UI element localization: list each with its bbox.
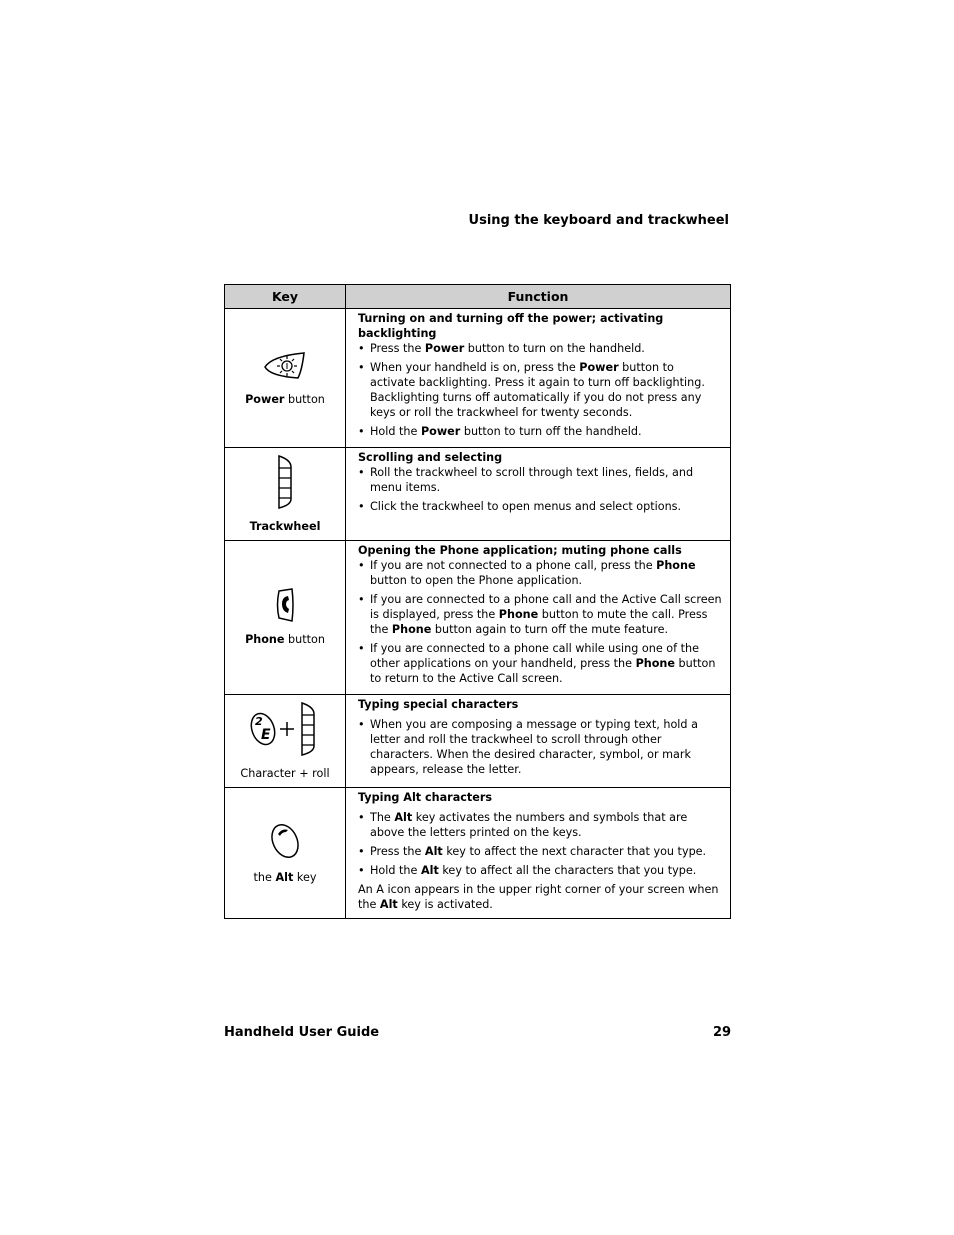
text-segment: When you are composing a message or typing text, hold a letter and roll the trackwheel to scroll through other characters. When the desired character, symbol, or mark appears, release the letter. (370, 718, 698, 776)
bullet-list (358, 558, 722, 686)
table-row (225, 788, 731, 919)
bullet-item (358, 424, 722, 439)
bold-term: Phone (245, 633, 285, 646)
bullet-list (358, 465, 722, 514)
text-segment: Press the (370, 342, 425, 355)
bullet-list (358, 341, 722, 439)
bullet-item (358, 341, 722, 356)
key-label (225, 632, 345, 647)
bullet-item (358, 465, 722, 495)
phone-button-icon (225, 588, 345, 626)
running-header: Using the keyboard and trackwheel (468, 213, 729, 228)
page-number: 29 (713, 1025, 732, 1040)
trackwheel-icon (225, 455, 345, 513)
key-cell (225, 788, 346, 919)
bold-term: Alt (379, 898, 398, 911)
bold-term: Power (424, 342, 465, 355)
bold-term: Alt (420, 864, 439, 877)
function-heading: Turning on and turning off the power; activating backlighting (358, 312, 664, 340)
text-segment: button (284, 392, 325, 406)
bullet-item (358, 810, 722, 840)
text-segment: Hold the (370, 864, 421, 877)
function-heading: Typing special characters (358, 698, 519, 711)
function-heading: Opening the Phone application; muting phone calls (358, 544, 682, 557)
function-note (358, 882, 722, 912)
text-segment: Click the trackwheel to open menus and select options. (370, 500, 682, 513)
bold-term: Alt (424, 845, 443, 858)
text-segment: The (370, 811, 395, 824)
text-segment: Character + roll (240, 766, 330, 780)
text-segment: button again to turn off the mute feature. (431, 623, 669, 636)
bullet-item (358, 558, 722, 588)
bullet-list (358, 717, 722, 777)
column-header-key: Key (225, 285, 346, 309)
table-row (225, 695, 731, 788)
text-segment: If you are connected to a phone call and the Active Call screen is displayed, press the (370, 593, 722, 621)
text-segment: If you are not connected to a phone call, press the (370, 559, 657, 572)
table-row (225, 309, 731, 448)
text-segment: key to affect all the characters that you type. (438, 864, 697, 877)
bold-term: Power (579, 361, 619, 374)
bold-term: Alt (275, 870, 294, 884)
text-segment: An A icon appears in the upper right corner of your screen when the (358, 883, 719, 911)
power-button-icon (225, 350, 345, 386)
bold-term: Power (420, 425, 461, 438)
text-segment: Hold the (370, 425, 421, 438)
text-segment: Press the (370, 845, 425, 858)
text-segment: key to affect the next character that you type. (442, 845, 707, 858)
function-heading: Typing Alt characters (358, 791, 492, 804)
svg-text:E: E (261, 726, 271, 743)
footer-guide-title: Handheld User Guide (224, 1025, 380, 1040)
key-label (225, 519, 345, 534)
bold-term: Phone (635, 657, 675, 670)
bold-term: Phone (391, 623, 432, 636)
bold-term: Power (245, 392, 285, 406)
key-cell (225, 541, 346, 695)
text-segment: Roll the trackwheel to scroll through text lines, fields, and menu items. (370, 466, 694, 494)
key-label (225, 870, 345, 885)
bullet-list (358, 810, 722, 878)
function-cell (346, 448, 731, 541)
function-cell (346, 788, 731, 919)
text-segment: button to turn on the handheld. (464, 342, 645, 355)
alt-key-icon (225, 822, 345, 864)
svg-text:2: 2 (255, 714, 263, 728)
function-cell (346, 541, 731, 695)
bold-term: Phone (656, 559, 696, 572)
text-segment: the (253, 870, 276, 884)
key-cell (225, 448, 346, 541)
text-segment: If you are connected to a phone call while using one of the other applications on your handheld, press the (370, 642, 699, 670)
function-cell (346, 695, 731, 788)
text-segment: button to return to the Active Call screen. (370, 657, 716, 685)
key-cell (225, 695, 346, 788)
function-cell (346, 309, 731, 448)
bullet-item (358, 844, 722, 859)
bullet-item (358, 641, 722, 686)
column-header-function: Function (346, 285, 731, 309)
bold-term: Trackwheel (249, 519, 321, 533)
bullet-item (358, 499, 722, 514)
table-row (225, 541, 731, 695)
key-label (225, 392, 345, 407)
bold-term: Alt (394, 811, 413, 824)
text-segment: When your handheld is on, press the (370, 361, 580, 374)
bullet-item (358, 717, 722, 777)
text-segment: key is activated. (397, 898, 493, 911)
key-label (225, 766, 345, 781)
character-plus-roll-icon (225, 702, 345, 760)
function-heading: Scrolling and selecting (358, 451, 503, 464)
table-row (225, 448, 731, 541)
text-segment: key activates the numbers and symbols that are above the letters printed on the keys. (370, 811, 688, 839)
text-segment: button to mute the call. Press the (370, 608, 708, 636)
text-segment: button (284, 633, 325, 646)
table-header-row (225, 285, 731, 309)
key-function-table (224, 284, 731, 919)
bullet-item (358, 863, 722, 878)
bullet-item (358, 360, 722, 420)
bold-term: Phone (498, 608, 539, 621)
text-segment: key (293, 870, 317, 884)
text-segment: button to open the Phone application. (370, 574, 583, 587)
text-segment: button to turn off the handheld. (460, 425, 642, 438)
key-cell (225, 309, 346, 448)
text-segment: button to activate backlighting. Press it again to turn off backlighting. Backlighting turns off automatically if you do not press any keys or roll the trackwheel for twenty seconds. (370, 361, 705, 419)
bullet-item (358, 592, 722, 637)
